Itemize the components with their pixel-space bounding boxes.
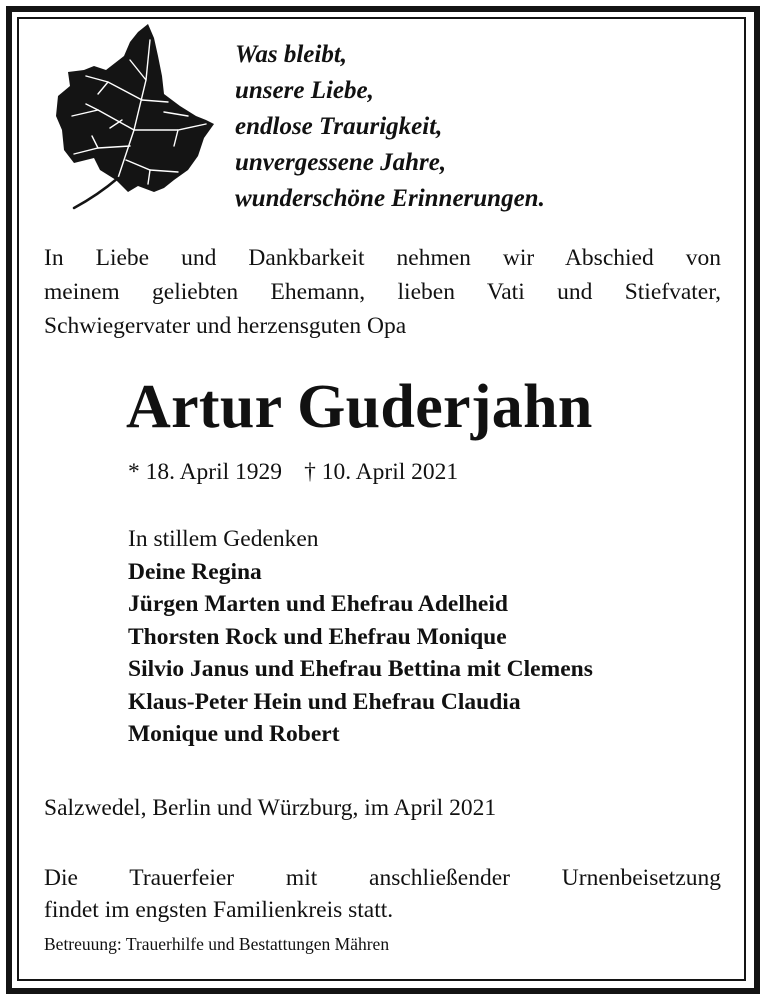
funeral-home-credit: Betreuung: Trauerhilfe und Bestattungen Mähren — [44, 934, 390, 954]
mourners — [128, 523, 593, 751]
poem-line: unsere Liebe, — [235, 77, 374, 104]
poem — [235, 37, 545, 217]
birth-date: * 18. April 1929 — [128, 459, 283, 485]
mourner-name: Klaus-Peter Hein und Ehefrau Claudia — [128, 688, 521, 715]
poem-line: unvergessene Jahre, — [235, 149, 447, 176]
ceremony-line: findet im engsten Familienkreis statt. — [44, 897, 394, 923]
intro-line: In Liebe und Dankbarkeit nehmen wir Abschied von — [44, 245, 721, 271]
place-date: Salzwedel, Berlin und Würzburg, im April 2021 — [44, 795, 497, 821]
intro-text — [44, 241, 721, 343]
mourner-name: Jürgen Marten und Ehefrau Adelheid — [128, 591, 508, 617]
ceremony-notice — [44, 862, 721, 926]
mourners-heading: In stillem Gedenken — [128, 526, 319, 552]
poem-line: wunderschöne Erinnerungen. — [235, 185, 545, 212]
ceremony-line: Die Trauerfeier mit anschließender Urnenbeisetzung — [44, 865, 721, 891]
poem-line: Was bleibt, — [235, 41, 348, 68]
intro-line: Schwiegervater und herzensguten Opa — [44, 313, 407, 339]
deceased-name: Artur Guderjahn — [126, 373, 593, 441]
leaf-icon — [38, 20, 218, 215]
mourner-name: Deine Regina — [128, 558, 262, 585]
intro-line: meinem geliebten Ehemann, lieben Vati und Stiefvater, — [44, 279, 721, 305]
mourner-name: Silvio Janus und Ehefrau Bettina mit Clemens — [128, 656, 593, 682]
poem-line: endlose Traurigkeit, — [235, 113, 443, 140]
death-date: † 10. April 2021 — [304, 459, 459, 485]
life-dates — [128, 456, 458, 488]
mourner-name: Monique und Robert — [128, 721, 340, 747]
mourner-name: Thorsten Rock und Ehefrau Monique — [128, 623, 507, 650]
